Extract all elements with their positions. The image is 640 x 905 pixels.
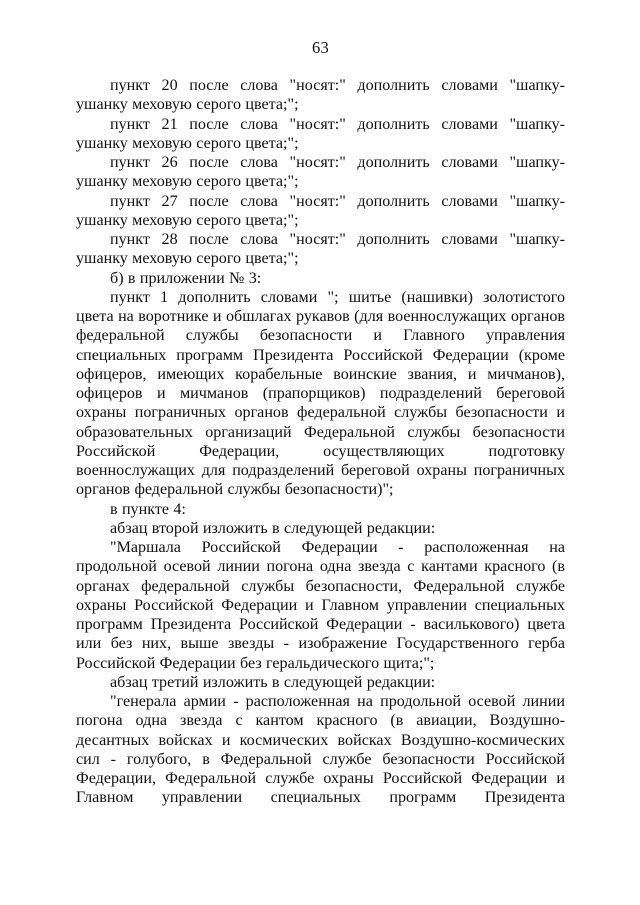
- paragraph-abzac-tretiy-text: "генерала армии - расположенная на продольной осевой линии погона одна звезда с кантом красного (в авиации, Воздушно-десантных войсках и космических войсках Воздушно-космических сил - голубого, в Федеральной службе безопасности Российской Федерации, Федеральной службе охраны Российской Федерации и Главном управлении специальных программ Президента: [76, 693, 565, 807]
- paragraph-punkt-1-dopolnit: пункт 1 дополнить словами "; шитье (нашивки) золотистого цвета на воротнике и обшлагах рукавов (для военнослужащих органов федеральной службы безопасности и Главного управления специальных программ Президента Российской Федерации (кроме офицеров, имеющих корабельные воинские звания, и мичманов), офицеров и мичманов (прапорщиков) подразделений береговой охраны пограничных органов федеральной службы безопасности и образовательных организаций Федеральной службы безопасности Российской Федерации, осуществляющих подготовку военнослужащих для подразделений береговой охраны пограничных органов федеральной службы безопасности)";: [76, 288, 565, 499]
- paragraph-podpunkt-b: б) в приложении № 3:: [110, 269, 262, 287]
- page-number: 63: [312, 38, 329, 57]
- paragraph-punkt-21: пункт 21 после слова "носят:" дополнить словами "шапку-ушанку меховую серого цвета;";: [76, 115, 565, 152]
- body-text-column: [76, 76, 565, 808]
- paragraph-v-punkte-4: в пункте 4:: [110, 500, 186, 518]
- paragraph-punkt-20: пункт 20 после слова "носят:" дополнить словами "шапку-ушанку меховую серого цвета;";: [76, 77, 565, 114]
- paragraph-abzac-tretiy-intro: абзац третий изложить в следующей редакции:: [110, 673, 436, 691]
- paragraph-abzac-vtoroy-text: "Маршала Российской Федерации - расположенная на продольной осевой линии погона одна звезда с кантами красного (в органах федеральной службы безопасности, Федеральной службе охраны Российской Федерации и Главном управлении специальных программ Президента Российской Федерации - василькового) цвета или без них, выше звезды - изображение Государственного герба Российской Федерации без геральдического щита;";: [76, 539, 565, 672]
- paragraph-punkt-27: пункт 27 после слова "носят:" дополнить словами "шапку-ушанку меховую серого цвета;";: [76, 192, 565, 229]
- paragraph-abzac-vtoroy-intro: абзац второй изложить в следующей редакции:: [110, 519, 436, 537]
- paragraph-punkt-28: пункт 28 после слова "носят:" дополнить словами "шапку-ушанку меховую серого цвета;";: [76, 231, 565, 268]
- paragraph-punkt-26: пункт 26 после слова "носят:" дополнить словами "шапку-ушанку меховую серого цвета;";: [76, 154, 565, 191]
